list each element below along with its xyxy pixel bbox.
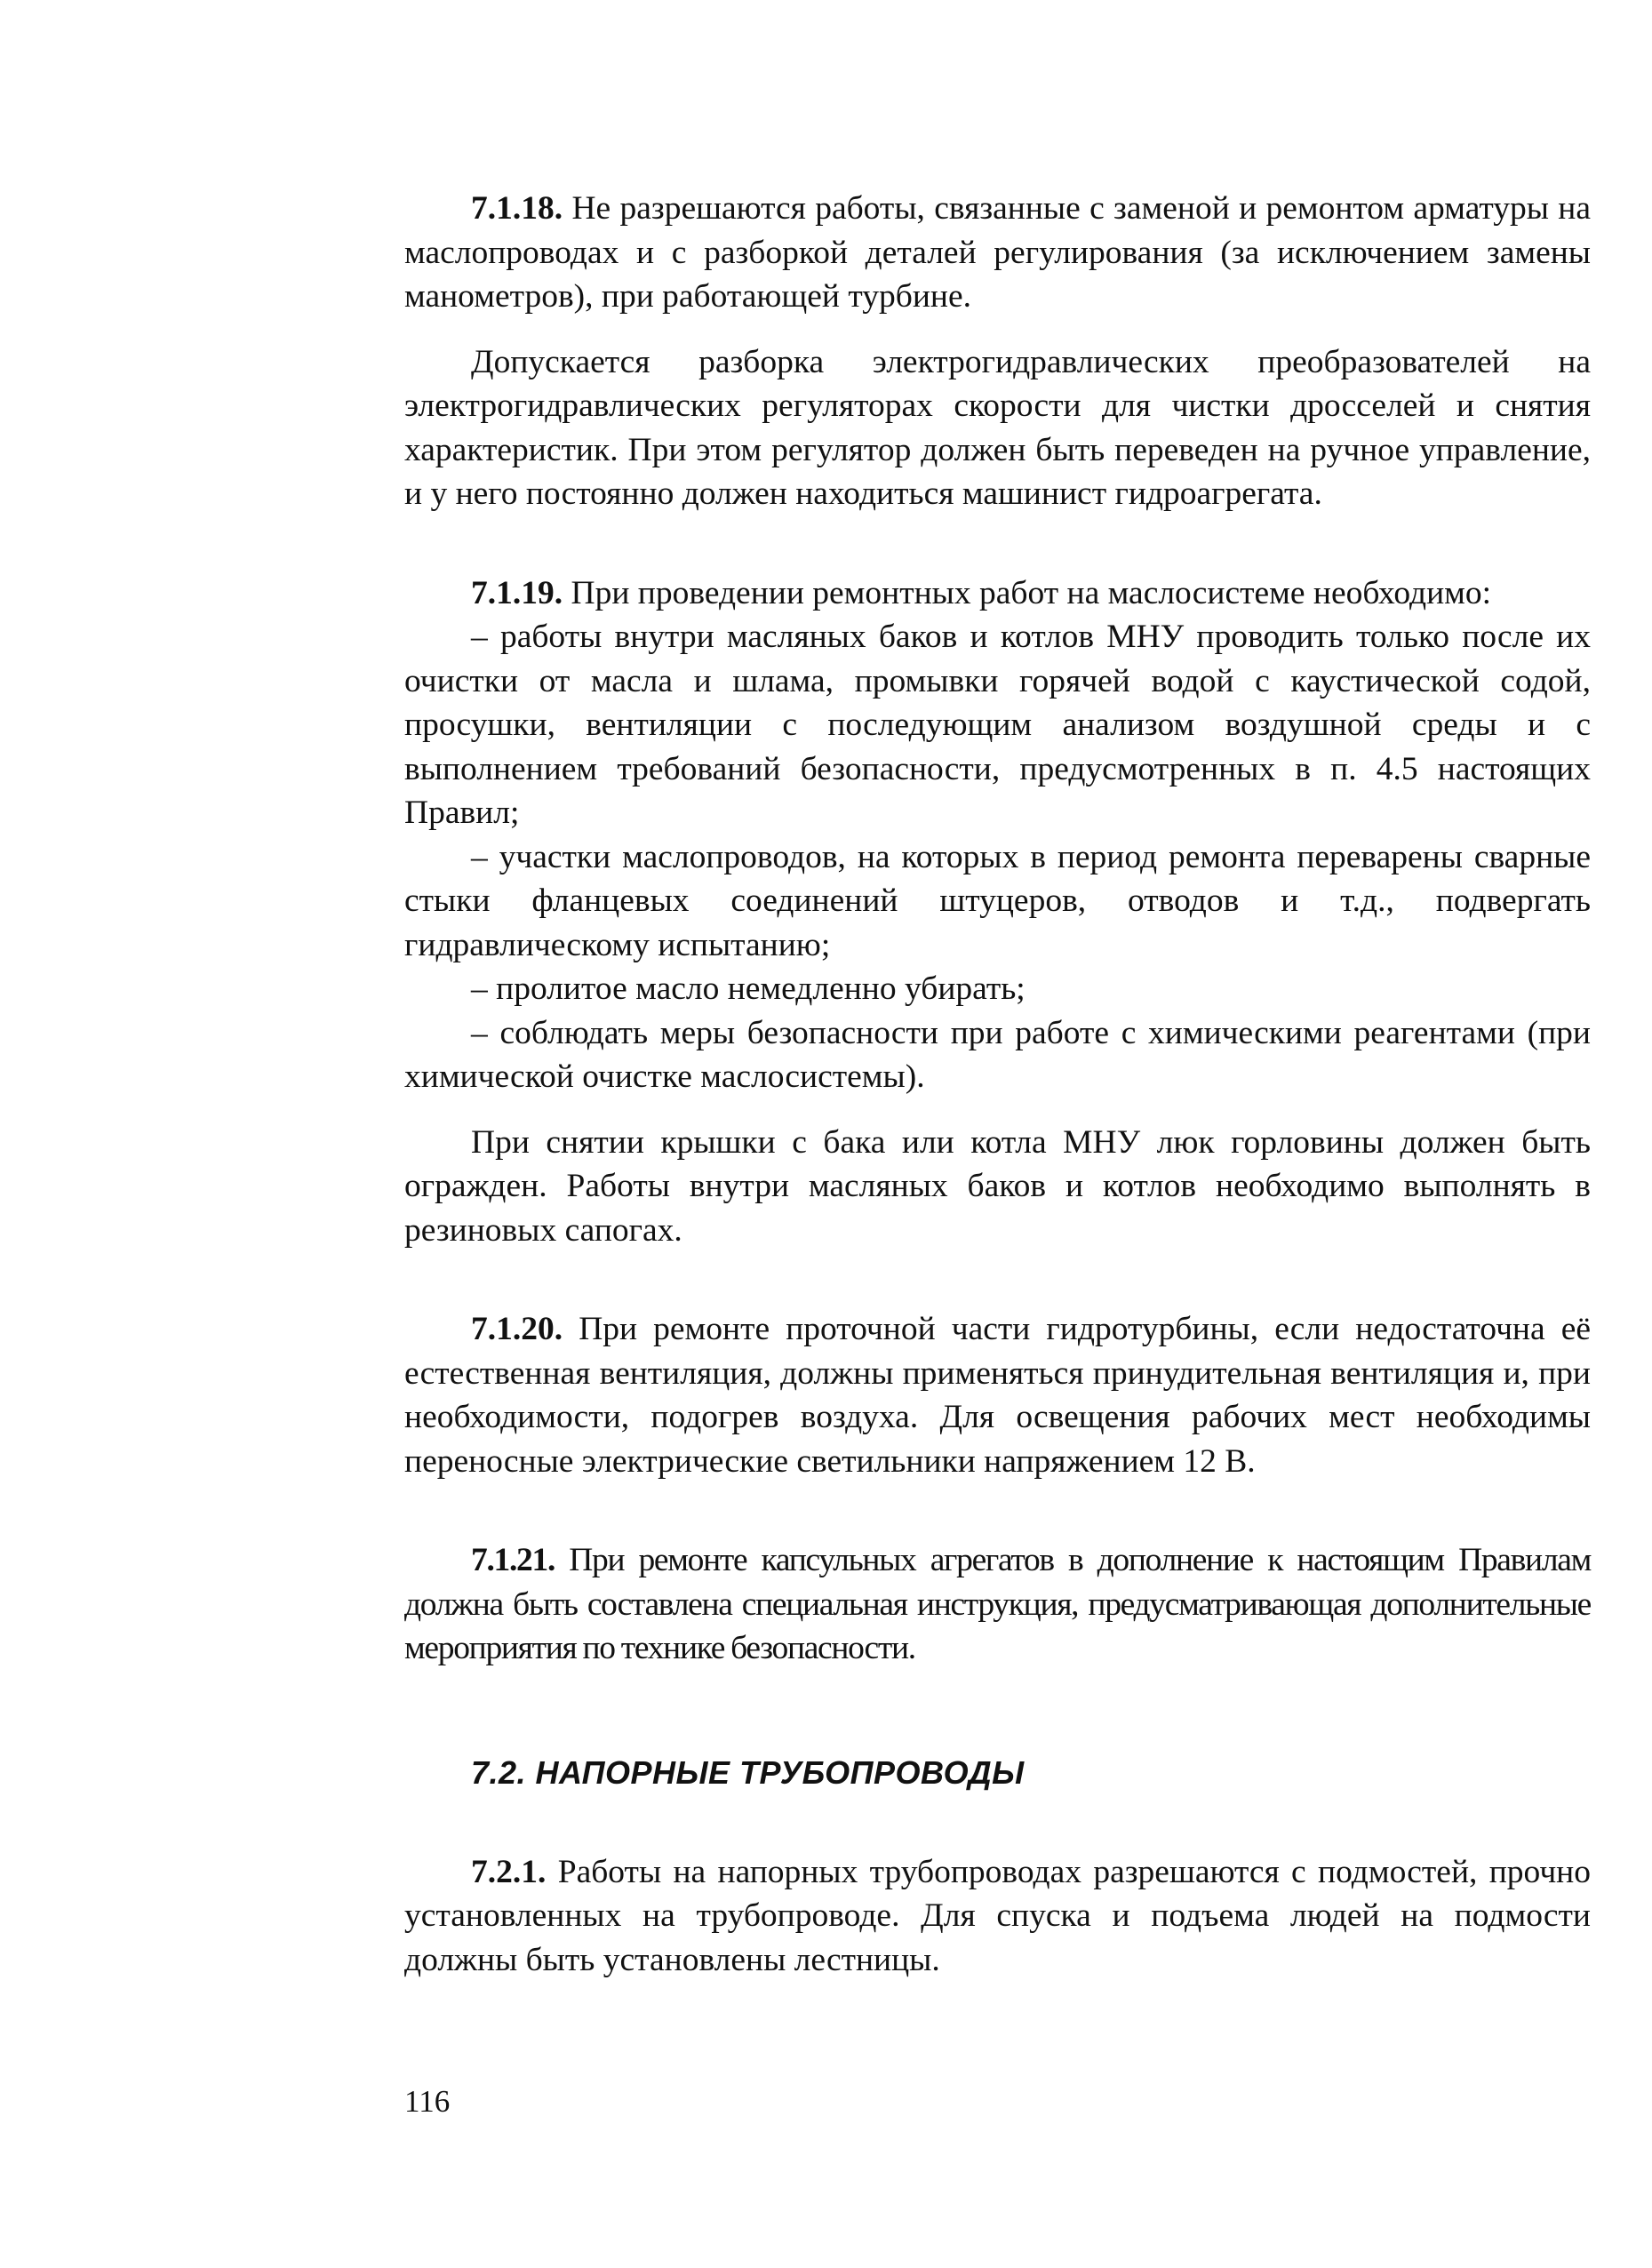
section-heading: 7.2. НАПОРНЫЕ ТРУБОПРОВОДЫ [471,1753,1025,1791]
page-number: 116 [404,2084,451,2119]
clause-text: При ремонте проточной части гидротурбины, если недостаточна её естественная вентиляция, должны применяться принудительная вентиляция и, при необходимости, подогрев воздуха. Для освещения рабочих мест необходимы переносные электрические светильники напряжением 12 В. [404,1311,1591,1480]
paragraph-7-1-19 [404,571,1591,616]
paragraph-7-1-20 [404,1307,1591,1483]
list-item: – пролитое масло немедленно убирать; [471,970,1026,1007]
paragraph-7-1-18 [404,187,1591,319]
clause-number: 7.1.18. [471,190,563,227]
clause-number: 7.1.21. [471,1542,555,1578]
paragraph-7-1-21 [404,1538,1591,1671]
clause-number: 7.2.1. [471,1853,547,1890]
clause-text: При ремонте капсульных агрегатов в дополнение к настоящим Правилам должна быть составлена специальная инструкция, предусматривающая дополнительные мероприятия по технике безопасности. [404,1542,1592,1666]
paragraph-7-1-18-continued: Допускается разборка электрогидравлических преобразователей на электрогидравлических регуляторах скорости для чистки дросселей и снятия характеристик. При этом регулятор должен быть переведен на ручное управление, и у него постоянно должен находиться машинист гидроагрегата. [404,343,1591,512]
list-item: – соблюдать меры безопасности при работе с химическими реагентами (при химической очистке маслосистемы). [404,1014,1591,1095]
clause-text: Работы на напорных трубопроводах разрешаются с подмостей, прочно установленных на трубопроводе. Для спуска и подъема людей на подмости должны быть установлены лестницы. [404,1853,1592,1978]
clause-text: Не разрешаются работы, связанные с заменой и ремонтом арматуры на маслопроводах и с разборкой деталей регулирования (за исключением замены манометров), при работающей турбине. [404,190,1591,315]
list-item: – работы внутри масляных баков и котлов МНУ проводить только после их очистки от масла и шлама, промывки горячей водой с каустической содой, просушки, вентиляции с последующим анализом воздушной среды и с выполнением требований безопасности, предусмотренных в п. 4.5 настоящих Правил; [404,619,1591,831]
clause-number: 7.1.19. [471,574,563,611]
document-page [404,187,1591,1982]
clause-text: При проведении ремонтных работ на маслосистеме необходимо: [571,574,1492,611]
paragraph-7-1-19-continued: При снятии крышки с бака или котла МНУ люк горловины должен быть огражден. Работы внутри масляных баков и котлов необходимо выполнять в резиновых сапогах. [404,1123,1591,1249]
clause-number: 7.1.20. [471,1311,563,1347]
list-item: – участки маслопроводов, на которых в период ремонта переварены сварные стыки фланцевых соединений штуцеров, отводов и т.д., подвергать гидравлическому испытанию; [404,838,1591,963]
paragraph-7-2-1 [404,1850,1591,1983]
